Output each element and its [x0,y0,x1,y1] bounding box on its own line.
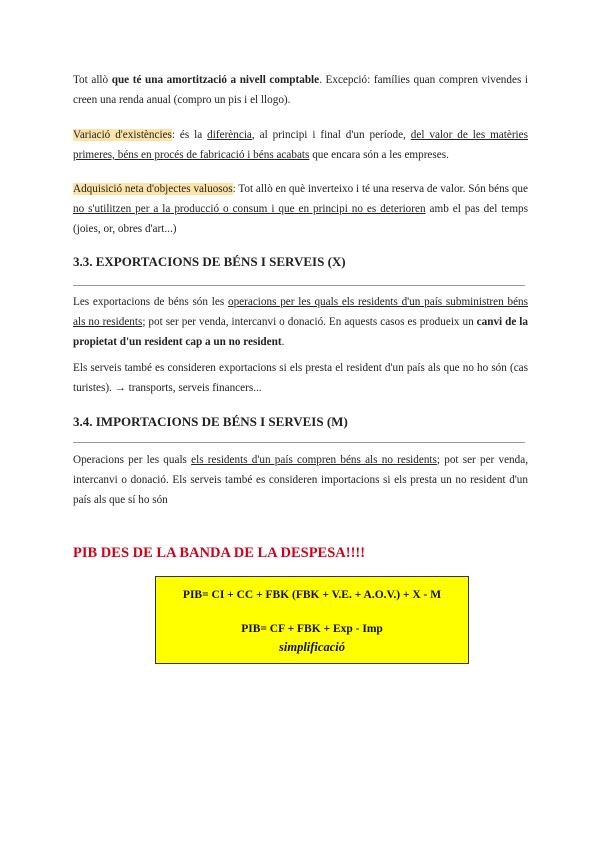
pib-despesa-title: PIB DES DE LA BANDA DE LA DESPESA!!!! [73,545,366,561]
text: ; pot ser per venda, intercanvi o donació. Els serveis també es consideren importacions si els presta un no resident d'un país als que sí ho són [73,454,529,506]
paragraph-importacions [73,450,528,510]
formula-caption: simplificació [279,640,345,654]
section-heading-importacions: 3.4. IMPORTACIONS DE BÉNS I SERVEIS (M) [73,414,348,429]
paragraph-exportacions [73,292,528,352]
text: Operacions per les quals [73,454,192,466]
paragraph-serveis-exportacions: Els serveis també es consideren exportacions si els presta el resident d'un país als que no ho són (cas turistes). → transports, serveis financers... [73,362,528,394]
text: . [281,336,285,348]
divider [73,285,525,286]
paragraph-amortitzacio [73,70,528,110]
text: Tot allò [73,74,112,86]
divider [73,442,525,443]
formula-box [155,576,469,664]
text: Les exportacions de béns són les [73,296,228,308]
paragraph-variacio-existencies [73,125,528,165]
highlighted-term: Adquisició neta d'objectes valuosos [73,183,233,195]
section-heading-exportacions: 3.3. EXPORTACIONS DE BÉNS I SERVEIS (X) [73,254,346,269]
text: ; pot ser per venda, intercanvi o donació. En aquests casos es produeix un [142,316,477,328]
text: amb el pas del temps (joies, or, obres d'art...) [73,203,528,235]
underlined-text: no s'utilitzen per a la producció o consum i que en principi no es deterioren [73,203,426,215]
formula-line-full: PIB= CI + CC + FBK (FBK + V.E. + A.O.V.) + X - M [182,589,442,601]
text: : és la [171,129,208,141]
underlined-text: diferència [207,129,252,141]
text: . Excepció: famílies quan compren vivendes i creen una renda anual (compro un pis i el llogo). [73,74,529,106]
text: que encara són a les empreses. [309,149,449,161]
formula-line-simplified: PIB= CF + FBK + Exp - Imp [241,623,383,635]
bold-text: canvi de la propietat d'un resident cap a un no resident [73,316,528,348]
underlined-text: del valor de les matèries primeres, béns en procés de fabricació i béns acabats [73,129,528,161]
underlined-text: els residents d'un país compren béns als no residents [191,454,437,466]
underlined-text: operacions per les quals els residents d'un país subministren béns als no residents [73,296,528,328]
highlighted-term: Variació d'existències [73,129,172,141]
text: , al principi i final d'un període, [251,129,411,141]
paragraph-objectes-valuosos [73,179,528,239]
bold-text: que té una amortització a nivell comptable [111,74,320,86]
text: : Tot allò en què inverteixo i té una reserva de valor. Són béns que [232,183,528,195]
